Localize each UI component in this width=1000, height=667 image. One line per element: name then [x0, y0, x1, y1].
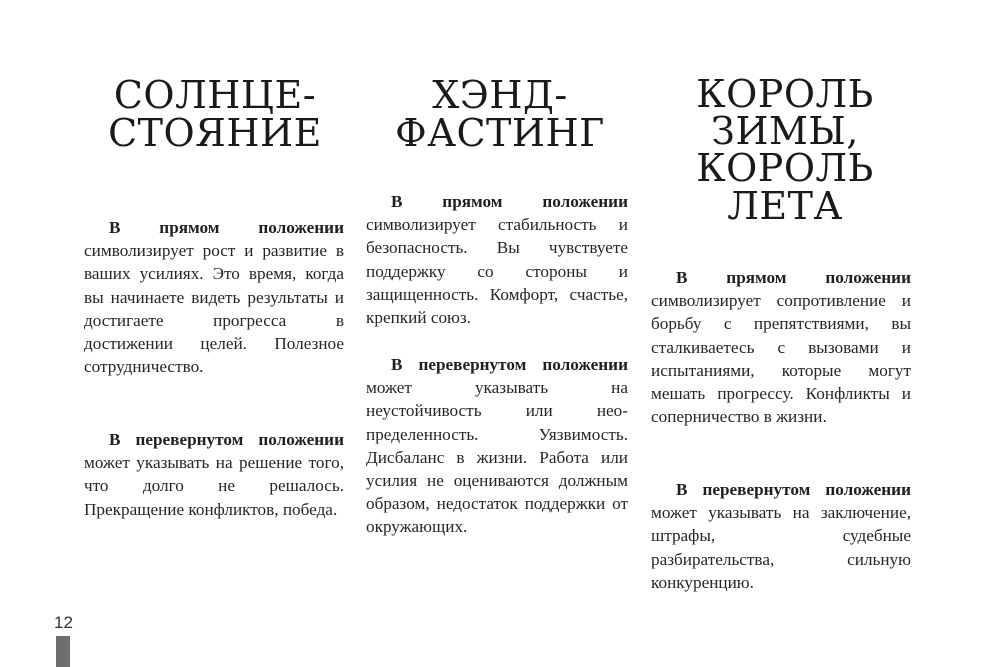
reversed-description	[366, 353, 628, 539]
card-title: ХЭНД- ФАСТИНГ	[395, 73, 605, 155]
upright-text: символизирует сопротивление и борьбу с препятствиями, вы сталкиваетесь с вызовами и испытаниями, которые могут мешать прогрессу. Конфликты и соперничество в жизни.	[651, 291, 911, 427]
upright-description	[651, 266, 911, 428]
card-title: КОРОЛЬ ЗИМЫ, КОРОЛЬ ЛЕТА	[696, 72, 874, 228]
card-title: СОЛНЦЕ- СТОЯНИЕ	[108, 73, 322, 155]
reversed-lead: В перевернутом положении	[676, 480, 911, 499]
upright-text: символизирует стабильность и безопасность. Вы чувствуете поддержку со стороны и защищенность. Комфорт, счастье, крепкий союз.	[366, 215, 628, 328]
upright-lead: В прямом положении	[676, 268, 911, 287]
upright-description	[366, 190, 628, 329]
reversed-text: может указывать на неустойчивость или неопределенность. Уязвимость. Дисбаланс в жизни. Работа или усилия не оцениваются должным образом, недостаток поддержки от окружающих.	[366, 378, 628, 537]
reversed-text: может указывать на решение того, что долго не решалось. Прекращение конфликтов, победа.	[84, 453, 344, 519]
reversed-lead: В перевернутом положении	[109, 430, 344, 449]
reversed-text: может указывать на заключение, штрафы, судебные разбирательства, сильную конкуренцию.	[651, 503, 911, 592]
upright-description	[84, 216, 344, 378]
reversed-description	[651, 478, 911, 594]
upright-lead: В прямом положении	[391, 192, 628, 211]
page-marker-bar	[56, 636, 70, 667]
upright-lead: В прямом положении	[109, 218, 344, 237]
page-number: 12	[54, 613, 73, 632]
reversed-lead: В перевернутом положении	[391, 355, 628, 374]
reversed-description	[84, 428, 344, 521]
upright-text: символизирует рост и развитие в ваших усилиях. Это время, когда вы начинаете видеть результаты и достигаете прогресса в достижении целей. Полезное сотрудничество.	[84, 241, 344, 377]
